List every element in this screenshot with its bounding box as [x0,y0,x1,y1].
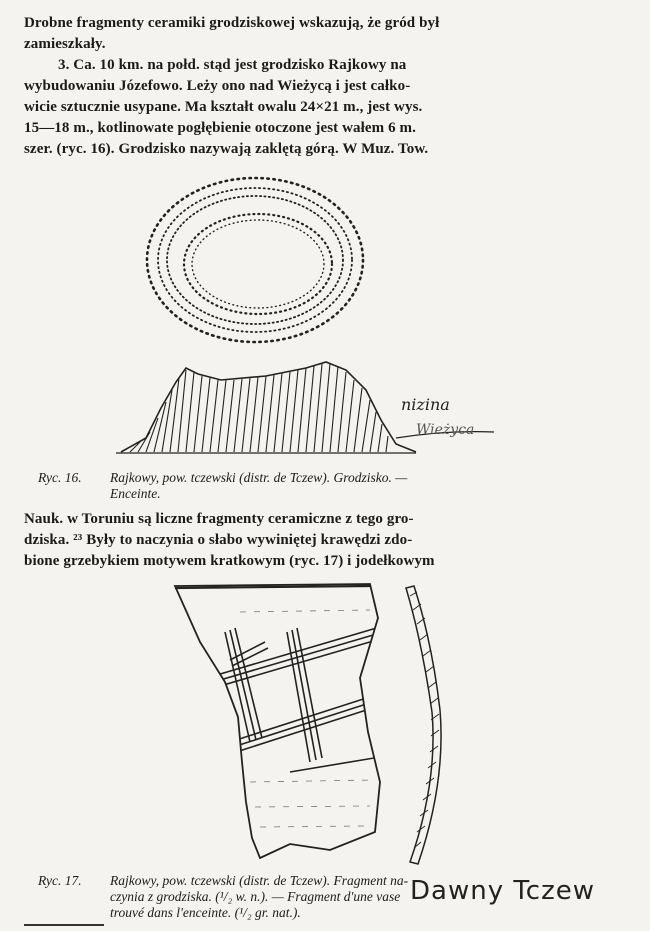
fig17-sherd-drawing [170,582,460,872]
text-line: Nauk. w Toruniu są liczne fragmenty ceramiczne z tego gro- [24,511,414,527]
fig17-caption-text: czynia z grodziska. (¹/₂ w. n.). — Fragment d'une vase [110,889,401,904]
fig16-profile-drawing [116,360,496,460]
text-line: Drobne fragmenty ceramiki grodziskowej wskazują, że gród był [24,15,440,31]
watermark: Dawny Tczew [410,876,596,906]
text-line: wicie sztucznie usypane. Ma kształt owalu 24×21 m., jest wys. [24,99,423,115]
fig16-caption-number: Ryc. 16. [38,470,82,485]
footnote-rule [24,924,104,926]
text-line: wybudowaniu Józefowo. Leży ono nad Wieżycą i jest całko- [24,78,411,94]
label-wiezyca: Wieżyca [416,422,475,438]
fig17-caption-number: Ryc. 17. [38,873,82,888]
label-nizina: nizina [401,395,450,414]
paragraph-mid [24,509,572,572]
paragraph-top [24,13,572,160]
text-line: zamieszkały. [24,36,106,52]
fig16-caption-text: Rajkowy, pow. tczewski (distr. de Tczew). Grodzisko. — [110,470,408,485]
fig17-caption-text: Rajkowy, pow. tczewski (distr. de Tczew). Fragment na- [110,873,409,888]
fig16-caption [24,470,584,502]
fig17-caption-text-fr: trouvé dans l'enceinte. (¹/₂ gr. nat.). [110,905,301,920]
text-line: bione grzebykiem motywem kratkowym (ryc. 17) i jodełkowym [24,553,435,569]
text-line: szer. (ryc. 16). Grodzisko nazywają zaklętą górą. W Muz. Tow. [24,141,429,157]
text-line: dziska. ²³ Były to naczynia o słabo wywiniętej krawędzi zdo- [24,532,413,548]
text-line: 15—18 m., kotlinowate pogłębienie otoczone jest wałem 6 m. [24,120,416,136]
fig16-plan-drawing [130,168,390,358]
text-line: 3. Ca. 10 km. na połd. stąd jest grodzisko Rajkowy na [58,57,407,73]
fig16-caption-text-fr: Enceinte. [110,486,161,501]
